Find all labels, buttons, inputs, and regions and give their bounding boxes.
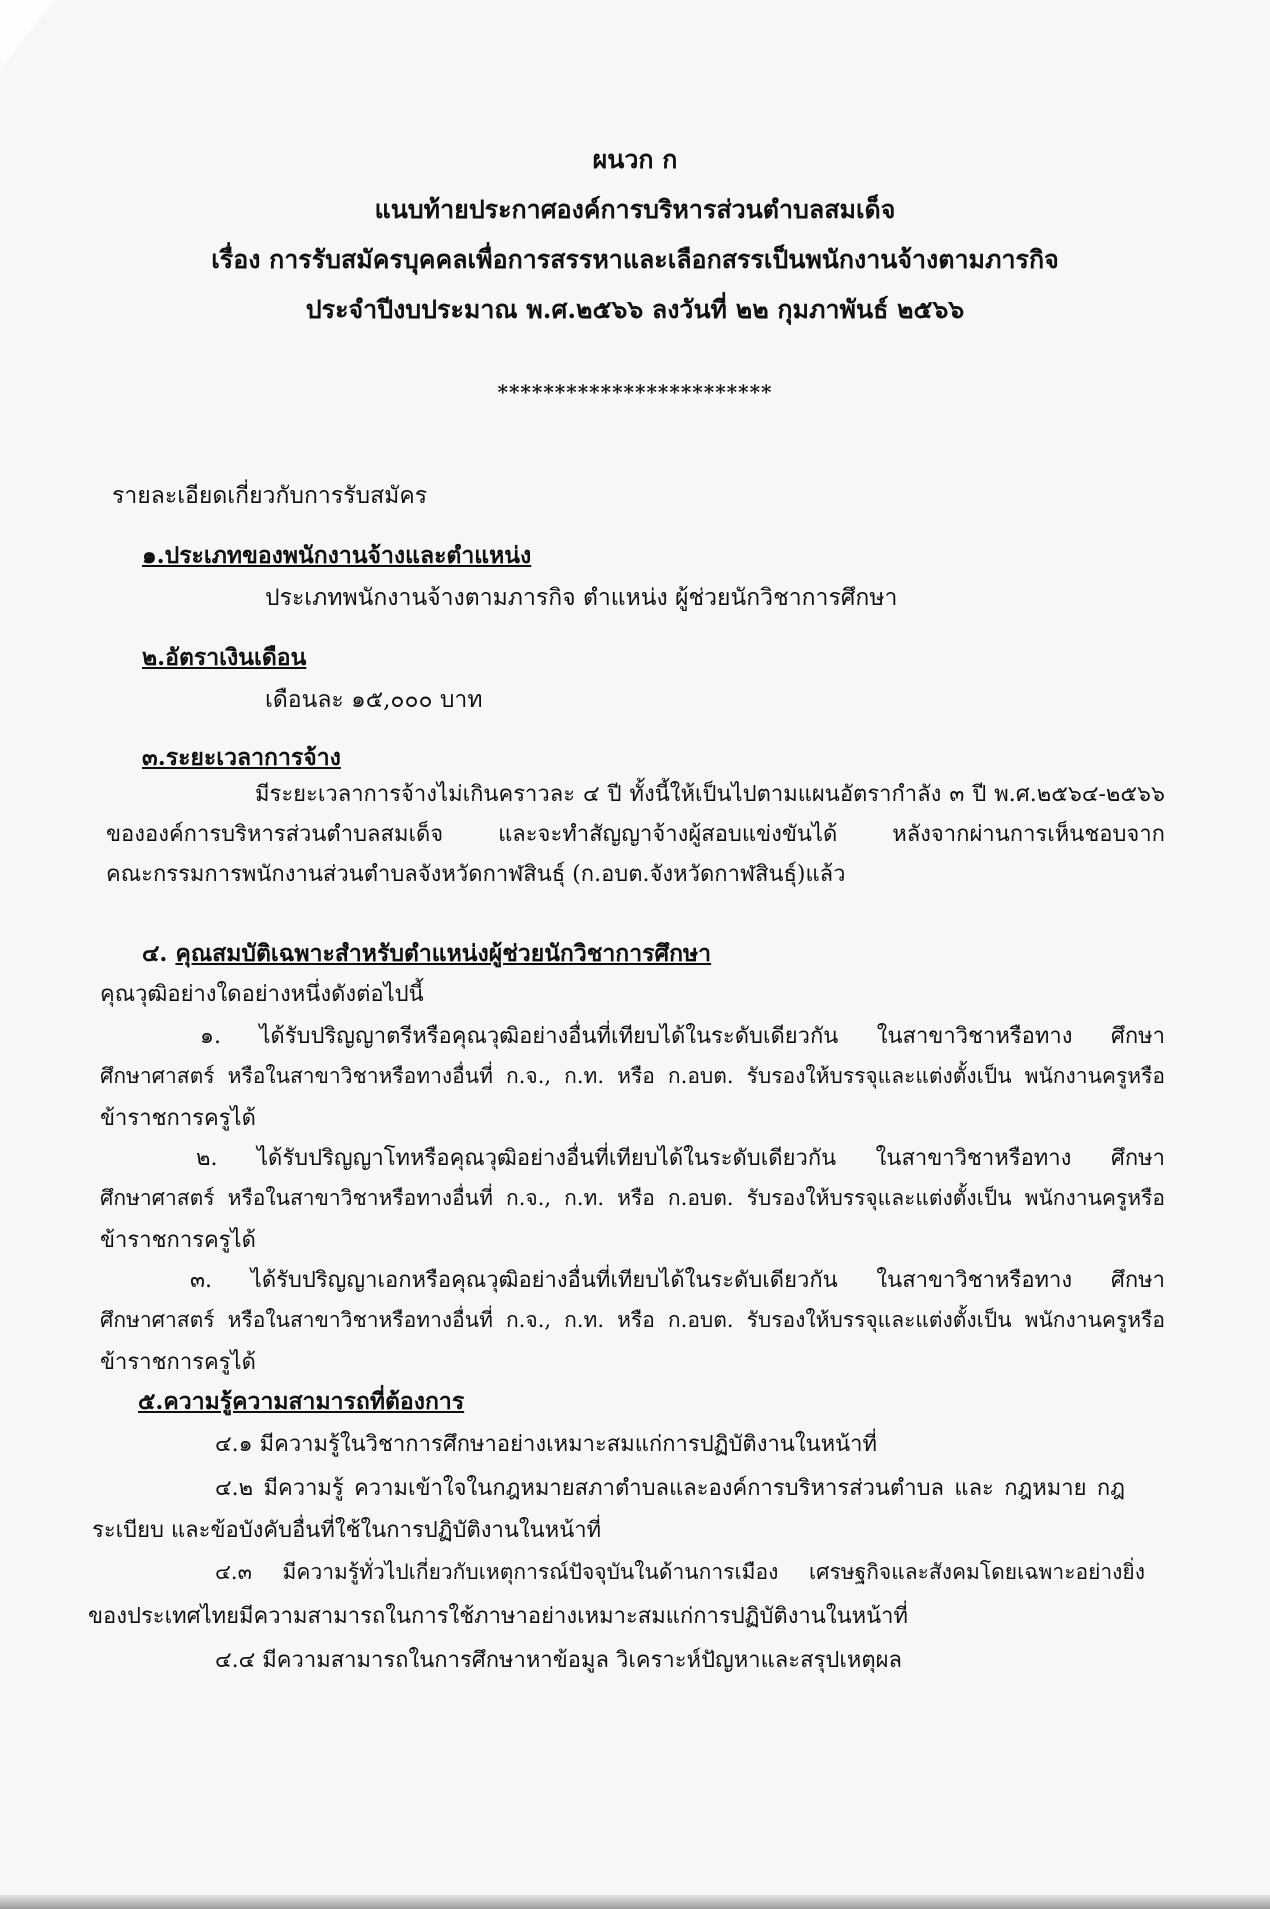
s4-item-3-line-2: ศึกษาศาสตร์ หรือในสาขาวิชาหรือทางอื่นที่ ก.จ., ก.ท. หรือ ก.อบต. รับรองให้บรรจุและแต่งตั้งเป็น พนักงานครูหรือ [100,1308,1165,1332]
section-3-line-2: ขององค์การบริหารส่วนตำบลสมเด็จ และจะทำสัญญาจ้างผู้สอบแข่งขันได้ หลังจากผ่านการเห็นชอบจาก [106,822,1165,847]
header-attachment-line: แนบท้ายประกาศองค์การบริหารส่วนตำบลสมเด็จ [374,195,896,224]
s4-item-2-line-3: ข้าราชการครูได้ [100,1228,256,1253]
section-4-title: คุณสมบัติเฉพาะสำหรับตำแหน่งผู้ช่วยนักวิชาการศึกษา [175,940,712,967]
header-subject-line: เรื่อง การรับสมัครบุคคลเพื่อการสรรหาและเลือกสรรเป็นพนักงานจ้างตามภารกิจ [211,245,1059,274]
s4-item-2-line-1: ๒. ได้รับปริญญาโทหรือคุณวุฒิอย่างอื่นที่เทียบได้ในระดับเดียวกัน ในสาขาวิชาหรือทาง ศึกษา [196,1146,1165,1171]
section-1-title: ๑.ประเภทของพนักงานจ้างและตำแหน่ง [142,542,532,569]
s4-item-1-line-2: ศึกษาศาสตร์ หรือในสาขาวิชาหรือทางอื่นที่ ก.จ., ก.ท. หรือ ก.อบต. รับรองให้บรรจุและแต่งตั้งเป็น พนักงานครูหรือ [100,1064,1165,1088]
s4-item-2-line-2: ศึกษาศาสตร์ หรือในสาขาวิชาหรือทางอื่นที่ ก.จ., ก.ท. หรือ ก.อบต. รับรองให้บรรจุและแต่งตั้งเป็น พนักงานครูหรือ [100,1186,1165,1210]
section-4-intro: คุณวุฒิอย่างใดอย่างหนึ่งดังต่อไปนี้ [100,982,424,1007]
folded-corner [0,0,55,70]
s5-item-2-line-2: ระเบียบ และข้อบังคับอื่นที่ใช้ในการปฏิบัติงานในหน้าที่ [92,1518,602,1543]
section-3-line-1: มีระยะเวลาการจ้างไม่เกินคราวละ ๔ ปี ทั้งนี้ให้เป็นไปตามแผนอัตรากำลัง ๓ ปี พ.ศ.๒๕๖๔-๒๕๖๖ [255,782,1165,807]
section-4-heading [142,936,711,972]
section-5-title: ๕.ความรู้ความสามารถที่ต้องการ [138,1388,465,1415]
s4-item-3-line-1: ๓. ได้รับปริญญาเอกหรือคุณวุฒิอย่างอื่นที่เทียบได้ในระดับเดียวกัน ในสาขาวิชาหรือทาง ศึกษา [190,1268,1165,1293]
appendix-label: ผนวก ก [592,145,678,174]
section-2-title: ๒.อัตราเงินเดือน [142,644,307,671]
intro-text: รายละเอียดเกี่ยวกับการรับสมัคร [112,483,428,509]
header-date-line: ประจำปีงบประมาณ พ.ศ.๒๕๖๖ ลงวันที่ ๒๒ กุมภาพันธ์ ๒๕๖๖ [305,295,965,324]
s5-item-3-line-1: ๔.๓ มีความรู้ทั่วไปเกี่ยวกับเหตุการณ์ปัจจุบันในด้านการเมือง เศรษฐกิจและสังคมโดยเฉพาะอย่างยิ่ง [215,1560,1145,1584]
s5-item-3-line-2: ของประเทศไทยมีความสามารถในการใช้ภาษาอย่างเหมาะสมแก่การปฏิบัติงานในหน้าที่ [88,1604,909,1629]
s4-item-1-line-3: ข้าราชการครูได้ [100,1106,256,1131]
section-2-text: เดือนละ ๑๕,๐๐๐ บาท [265,687,483,713]
section-3-line-3: คณะกรรมการพนักงานส่วนตำบลจังหวัดกาฬสินธุ์ (ก.อบต.จังหวัดกาฬสินธุ์)แล้ว [106,862,846,887]
s4-item-1-line-1: ๑. ได้รับปริญญาตรีหรือคุณวุฒิอย่างอื่นที่เทียบได้ในระดับเดียวกัน ในสาขาวิชาหรือทาง ศึกษา [200,1024,1165,1049]
section-3-title: ๓.ระยะเวลาการจ้าง [142,744,341,771]
s5-item-1: ๔.๑ มีความรู้ในวิชาการศึกษาอย่างเหมาะสมแก่การปฏิบัติงานในหน้าที่ [215,1432,878,1457]
section-4-number: ๔. [142,940,168,967]
s4-item-3-line-3: ข้าราชการครูได้ [100,1350,256,1375]
s5-item-2-line-1: ๔.๒ มีความรู้ ความเข้าใจในกฎหมายสภาตำบลและองค์การบริหารส่วนตำบล และ กฎหมาย กฎ [215,1476,1125,1501]
section-1-text: ประเภทพนักงานจ้างตามภารกิจ ตำแหน่ง ผู้ช่วยนักวิชาการศึกษา [265,585,898,611]
page-bottom-edge [0,1895,1270,1909]
separator-stars: ************************ [497,380,773,404]
s5-item-4: ๔.๔ มีความสามารถในการศึกษาหาข้อมูล วิเคราะห์ปัญหาและสรุปเหตุผล [215,1648,902,1673]
